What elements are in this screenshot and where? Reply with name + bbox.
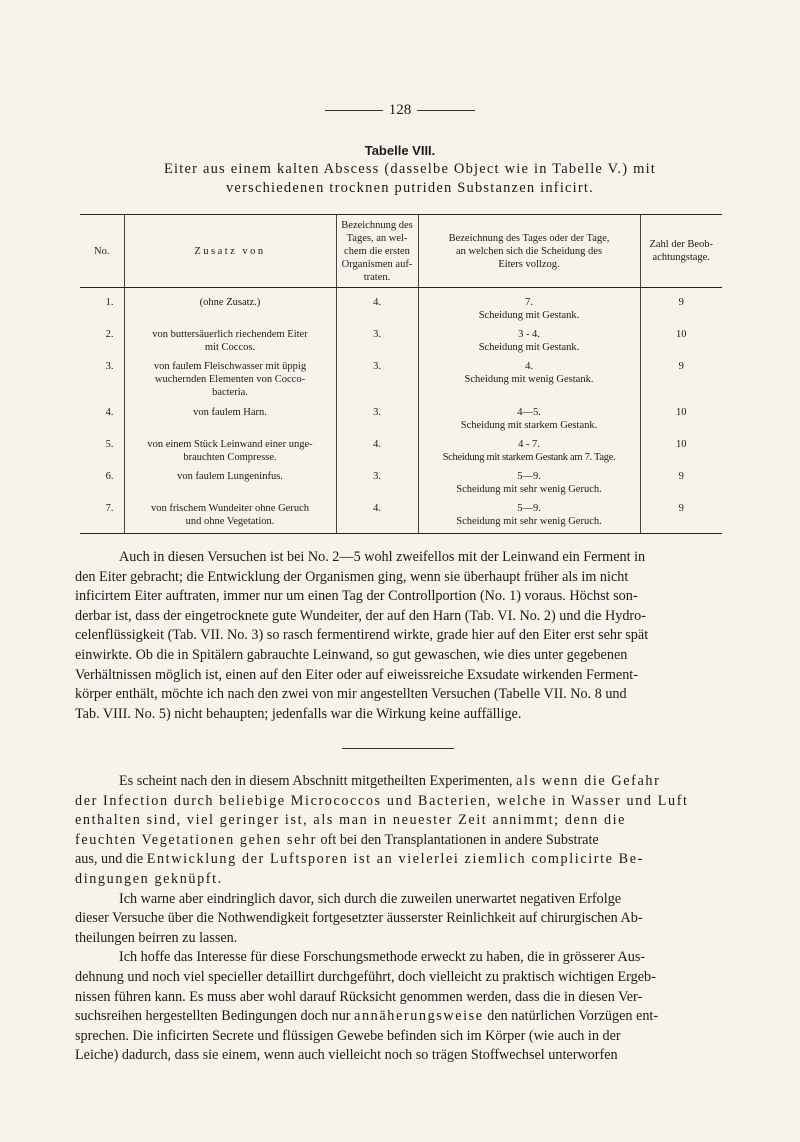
text-span: oft bei den Transplantationen in andere Substrate (320, 831, 599, 848)
section-divider (342, 748, 454, 749)
cell-no: 7. (80, 501, 124, 534)
header-tage (336, 215, 418, 288)
text-span: aus, und die (75, 851, 144, 868)
text-line (75, 1007, 727, 1027)
subtitle-line: verschiedenen trocknen putriden Substanzen inficirt. (225, 180, 594, 196)
cell-no: 2. (105, 329, 114, 340)
text-line: körper enthält, möchte ich nach den zwei von mir angestellten Versuchen (Tabelle VII. No. 8 und (75, 686, 627, 703)
cell-line: mit Coccos. (204, 342, 256, 353)
cell-zusatz (124, 469, 336, 501)
header-line: Eiters vollzog. (498, 258, 560, 270)
table-header-row (80, 215, 722, 288)
cell-zahl: 9 (640, 501, 722, 534)
cell-line: von faulem Harn. (193, 407, 267, 418)
cell-line: 3 - 4. (518, 329, 540, 340)
spaced-text: dingungen geknüpft. (75, 870, 223, 887)
cell-line: Scheidung mit starkem Gestank am 7. Tage. (442, 452, 616, 463)
header-line: an welchen sich die Scheidung des (455, 245, 603, 257)
spaced-text: als wenn die Gefahr (516, 773, 661, 789)
cell-scheidung (418, 501, 640, 534)
table-row (80, 327, 722, 359)
subtitle-line: Eiter aus einem kalten Abscess (dasselbe Object wie in Tabelle V.) mit (163, 161, 657, 177)
header-line: chem die ersten (344, 245, 410, 257)
header-rule-left (325, 110, 383, 111)
spaced-text: feuchten Vegetationen gehen sehr (75, 831, 317, 848)
header-zahl (640, 215, 722, 288)
table-row (80, 501, 722, 534)
cell-line: 5—9. (517, 471, 541, 482)
cell-scheidung (418, 469, 640, 501)
cell-zusatz (124, 437, 336, 469)
cell-line: 5—9. (517, 503, 541, 514)
paragraph-2 (75, 772, 727, 1066)
cell-zusatz (124, 327, 336, 359)
header-line: Organismen auf- (341, 258, 413, 270)
cell-zahl: 9 (640, 359, 722, 405)
header-line: achtungstage. (652, 252, 710, 263)
cell-line: 4 - 7. (518, 439, 540, 450)
cell-line: von buttersäuerlich riechendem Eiter (152, 329, 308, 340)
text-line: sprechen. Die inficirten Secrete und flüssigen Gewebe befinden sich im Körper (wie auch in der (75, 1027, 621, 1044)
header-line: Zahl der Beob- (649, 239, 714, 250)
text-span: Es scheint nach den in diesem Abschnitt mitgetheilten Experimenten, (119, 773, 513, 789)
text-line: Tab. VIII. No. 5) nicht behaupten; jedenfalls war die Wirkung keine auffällige. (75, 705, 522, 722)
cell-line: wuchernden Elementen von Cocco- (154, 374, 306, 385)
header-line: Bezeichnung des Tages oder der Tage, (448, 232, 610, 244)
text-span: den natürlichen Vorzügen ent- (487, 1008, 659, 1025)
cell-no: 3. (105, 361, 114, 372)
header-rule-right (417, 110, 475, 111)
cell-line: Scheidung mit sehr wenig Geruch. (456, 516, 602, 527)
cell-no: 5. (105, 439, 114, 450)
cell-zusatz (124, 288, 336, 328)
table-row (80, 359, 722, 405)
header-line: traten. (363, 271, 391, 283)
cell-zahl: 9 (640, 288, 722, 328)
cell-line: Scheidung mit Gestank. (478, 342, 580, 353)
cell-tag: 3. (336, 327, 418, 359)
cell-zahl: 10 (640, 437, 722, 469)
cell-line: brauchten Compresse. (183, 452, 277, 463)
text-span: suchsreihen hergestellten Bedingungen doch nur (75, 1008, 351, 1025)
cell-tag: 3. (336, 405, 418, 437)
table-title: Tabelle VIII. (364, 143, 436, 158)
cell-scheidung (418, 288, 640, 328)
header-zusatz: Zusatz von (124, 215, 336, 288)
header-scheidung (418, 215, 640, 288)
cell-zahl: 10 (640, 327, 722, 359)
cell-tag: 4. (336, 437, 418, 469)
cell-no: 4. (105, 407, 114, 418)
header-line: Bezeichnung des (341, 219, 413, 231)
text-line: celenflüssigkeit (Tab. VII. No. 3) so rasch fermentirend wirkte, grade hier auf den Eiter erst sehr spät (75, 627, 649, 644)
text-line: Verhältnissen möglich ist, einen auf den Eiter oder auf eiweissreiche Exsudate wirkenden Ferment- (75, 666, 638, 683)
cell-zahl: 9 (640, 469, 722, 501)
table-row (80, 437, 722, 469)
data-table (80, 214, 722, 534)
cell-line: Scheidung mit wenig Gestank. (464, 374, 594, 385)
header-no: No. (80, 215, 124, 288)
cell-line: Scheidung mit sehr wenig Geruch. (456, 484, 602, 495)
text-line (75, 831, 727, 851)
page-number: 128 (388, 102, 412, 118)
cell-line: von frischem Wundeiter ohne Geruch (151, 503, 309, 514)
cell-tag: 4. (336, 288, 418, 328)
page-header (300, 102, 500, 119)
text-line: inficirtem Eiter auftraten, immer nur um einen Tag der Controllportion (No. 1) voraus. Höchst son- (75, 588, 638, 605)
cell-line: von faulem Fleischwasser mit üppig (153, 361, 307, 372)
cell-scheidung (418, 437, 640, 469)
cell-zusatz (124, 359, 336, 405)
spaced-text: annäherungsweise (354, 1008, 484, 1025)
cell-zusatz (124, 405, 336, 437)
text-line: einwirkte. Ob die in Spitälern gabrauchte Leinwand, so gut gewaschen, wie dies unter gegebenen (75, 646, 628, 663)
cell-line: 4. (525, 361, 533, 372)
cell-zusatz (124, 501, 336, 534)
table-subtitle (110, 160, 710, 198)
table-row (80, 288, 722, 328)
text-line: dehnung und noch viel specieller detaillirt durchgeführt, doch vielleicht zu praktisch wichtigen Ergeb- (75, 968, 656, 985)
cell-line: von einem Stück Leinwand einer unge- (147, 439, 313, 450)
text-line: Auch in diesen Versuchen ist bei No. 2—5 wohl zweifellos mit der Leinwand ein Ferment in (119, 549, 646, 565)
cell-line: 7. (525, 297, 533, 308)
text-line: derbar ist, dass der eingetrocknete gute Wundeiter, der auf den Harn (Tab. VI. No. 2) und die Hydro- (75, 607, 646, 624)
table-row (80, 469, 722, 501)
spaced-text: enthalten sind, viel geringer ist, als man in neuester Zeit annimmt; denn die (75, 812, 627, 829)
table-row (80, 405, 722, 437)
cell-line: 4—5. (517, 407, 541, 418)
text-line: Leiche) dadurch, dass sie einem, wenn auch vielleicht noch so trägen Stoffwechsel unterworfen (75, 1047, 618, 1064)
cell-tag: 3. (336, 469, 418, 501)
cell-line: und ohne Vegetation. (185, 516, 275, 527)
cell-scheidung (418, 359, 640, 405)
text-line: den Eiter gebracht; die Entwicklung der Organismen ging, wenn sie überhaupt früher als im nicht (75, 568, 629, 585)
cell-line: von faulem Lungeninfus. (177, 471, 283, 482)
text-line: dieser Versuche über die Nothwendigkeit fortgesetzter äusserster Reinlichkeit auf chirurgischen Ab- (75, 910, 643, 927)
cell-no: 1. (105, 297, 114, 308)
header-line: Tages, an wel- (346, 232, 408, 244)
cell-no: 6. (105, 471, 114, 482)
cell-tag: 3. (336, 359, 418, 405)
text-line (75, 772, 727, 792)
spaced-text: der Infection durch beliebige Micrococcos und Bacterien, welche in Wasser und Luft (75, 792, 689, 809)
cell-scheidung (418, 405, 640, 437)
text-line: nissen führen kann. Es muss aber wohl darauf Rücksicht genommen werden, dass die in diesen Ver- (75, 988, 643, 1005)
cell-tag: 4. (336, 501, 418, 534)
spaced-text: Entwicklung der Luftsporen ist an vielerlei ziemlich complicirte Be- (146, 851, 644, 868)
cell-line: bacteria. (212, 387, 248, 398)
cell-line: Scheidung mit Gestank. (478, 310, 580, 321)
cell-scheidung (418, 327, 640, 359)
text-line: Ich hoffe das Interesse für diese Forschungsmethode erweckt zu haben, die in grösserer Aus- (119, 949, 646, 966)
cell-line: (ohne Zusatz.) (199, 297, 261, 308)
cell-line: Scheidung mit starkem Gestank. (460, 420, 598, 431)
text-line: Ich warne aber eindringlich davor, sich durch die zuweilen unerwartet negativen Erfolge (119, 890, 622, 907)
paragraph-1 (75, 548, 727, 724)
cell-zahl: 10 (640, 405, 722, 437)
text-line: theilungen beirren zu lassen. (75, 929, 238, 946)
text-line (75, 850, 727, 870)
